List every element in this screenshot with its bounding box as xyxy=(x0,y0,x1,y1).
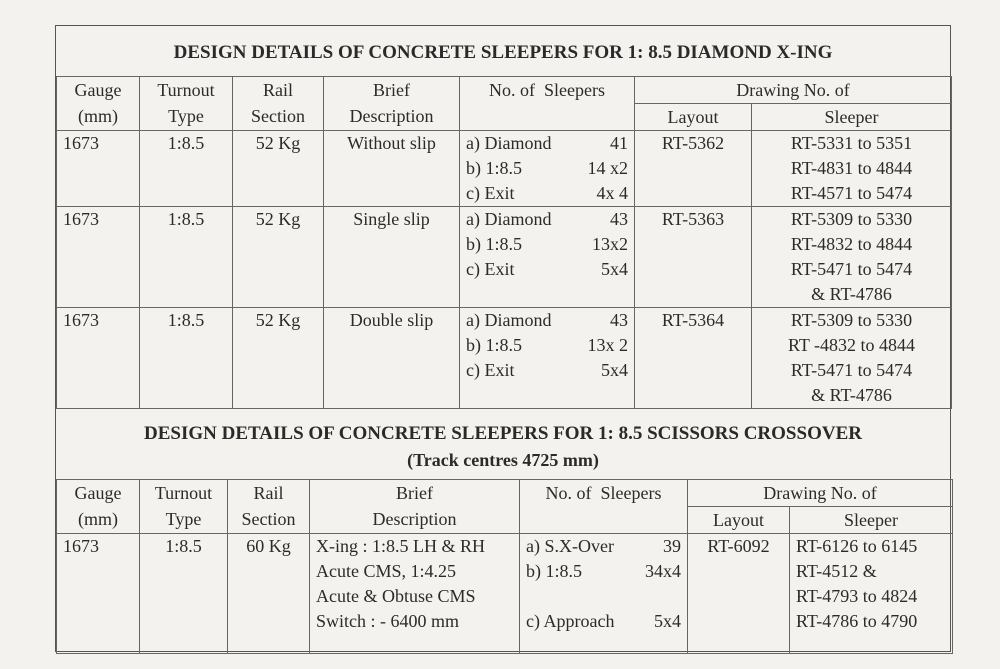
drawing-header: Drawing No. of xyxy=(635,77,952,104)
table-row xyxy=(57,131,952,207)
brief-cell: X-ing : 1:8.5 LH & RH Acute CMS, 1:4.25 Acute & Obtuse CMS Switch : - 6400 mm xyxy=(310,534,520,654)
layout-cell: RT-5363 xyxy=(635,207,752,308)
document-frame xyxy=(55,25,951,652)
diamond-xing-table xyxy=(56,76,952,409)
rail-cell: 52 Kg xyxy=(233,308,324,409)
sleepers-cell: a) Diamond 43 b) 1:8.5 13x2 c) Exit 5x4 xyxy=(460,207,635,308)
brief-cell: Double slip xyxy=(324,308,460,409)
sleeper-header: Sleeper xyxy=(752,104,952,131)
layout-cell: RT-5362 xyxy=(635,131,752,207)
header-row xyxy=(57,480,953,507)
gauge-header: Gauge (mm) xyxy=(57,77,140,131)
sleeper-cell: RT-5309 to 5330 RT-4832 to 4844 RT-5471 to 5474 & RT-4786 xyxy=(752,207,952,308)
scissors-crossover-table xyxy=(56,479,953,654)
header-row xyxy=(57,77,952,104)
brief-header: Brief Description xyxy=(310,480,520,534)
sleepers-cell: a) Diamond 41 b) 1:8.5 14 x2 c) Exit 4x 4 xyxy=(460,131,635,207)
gauge-cell: 1673 xyxy=(57,207,140,308)
brief-cell: Without slip xyxy=(324,131,460,207)
layout-cell: RT-5364 xyxy=(635,308,752,409)
layout-header: Layout xyxy=(635,104,752,131)
turnout-cell: 1:8.5 xyxy=(140,131,233,207)
gauge-cell: 1673 xyxy=(57,534,140,654)
table-row xyxy=(57,207,952,308)
rail-header: Rail Section xyxy=(228,480,310,534)
turnout-cell: 1:8.5 xyxy=(140,207,233,308)
rail-cell: 60 Kg xyxy=(228,534,310,654)
table2-title: DESIGN DETAILS OF CONCRETE SLEEPERS FOR 1: 8.5 SCISSORS CROSSOVER xyxy=(144,423,862,444)
sleepers-cell: a) S.X-Over 39 b) 1:8.5 34x4 c) Approach 5x4 xyxy=(520,534,688,654)
gauge-cell: 1673 xyxy=(57,308,140,409)
sleeper-cell: RT-6126 to 6145 RT-4512 & RT-4793 to 4824 RT-4786 to 4790 xyxy=(790,534,953,654)
turnout-cell: 1:8.5 xyxy=(140,534,228,654)
sleepers-header: No. of Sleepers xyxy=(460,77,635,131)
table1-title: DESIGN DETAILS OF CONCRETE SLEEPERS FOR 1: 8.5 DIAMOND X-ING xyxy=(173,42,833,63)
turnout-cell: 1:8.5 xyxy=(140,308,233,409)
gauge-cell: 1673 xyxy=(57,131,140,207)
rail-cell: 52 Kg xyxy=(233,131,324,207)
layout-cell: RT-6092 xyxy=(688,534,790,654)
layout-header: Layout xyxy=(688,507,790,534)
rail-header: Rail Section xyxy=(233,77,324,131)
table-row xyxy=(57,534,953,654)
brief-cell: Single slip xyxy=(324,207,460,308)
rail-cell: 52 Kg xyxy=(233,207,324,308)
table2-subtitle: (Track centres 4725 mm) xyxy=(407,450,599,470)
gauge-header: Gauge (mm) xyxy=(57,480,140,534)
sleeper-cell: RT-5331 to 5351 RT-4831 to 4844 RT-4571 to 5474 xyxy=(752,131,952,207)
brief-header: Brief Description xyxy=(324,77,460,131)
table-row xyxy=(57,308,952,409)
sleepers-header: No. of Sleepers xyxy=(520,480,688,534)
sleepers-cell: a) Diamond 43 b) 1:8.5 13x 2 c) Exit 5x4 xyxy=(460,308,635,409)
drawing-header: Drawing No. of xyxy=(688,480,953,507)
turnout-header: Turnout Type xyxy=(140,77,233,131)
sleeper-header: Sleeper xyxy=(790,507,953,534)
turnout-header: Turnout Type xyxy=(140,480,228,534)
sleeper-cell: RT-5309 to 5330 RT -4832 to 4844 RT-5471 to 5474 & RT-4786 xyxy=(752,308,952,409)
